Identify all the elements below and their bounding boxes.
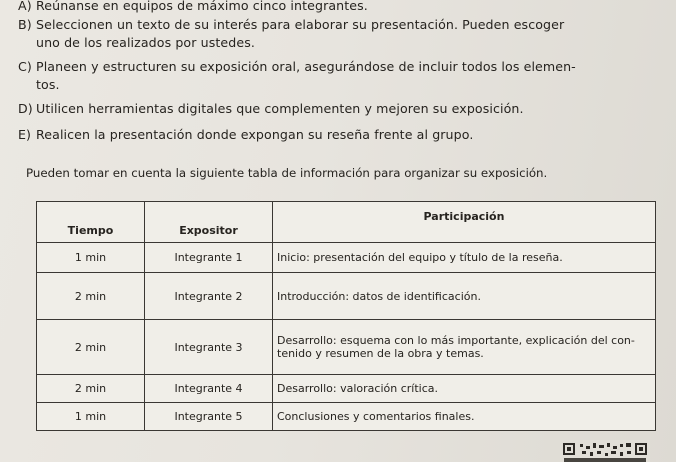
header-tiempo: Tiempo: [37, 202, 145, 243]
cell-participacion: Inicio: presentación del equipo y título de la reseña.: [273, 243, 656, 273]
cell-expositor: Integrante 3: [145, 320, 273, 375]
table-row: [37, 243, 656, 273]
cell-tiempo: 2 min: [37, 273, 145, 320]
cell-participacion: Conclusiones y comentarios finales.: [273, 403, 656, 431]
item-text: Utilicen herramientas digitales que complementen y mejoren su exposición.: [36, 101, 524, 116]
header-participacion: Participación: [273, 202, 656, 243]
item-text: Seleccionen un texto de su interés para elaborar su presentación. Pueden escoger: [36, 17, 565, 32]
instruction-item-e: [18, 126, 658, 144]
item-text-continuation: tos.: [36, 77, 60, 92]
instruction-item-a: [18, 0, 658, 15]
cell-tiempo: 2 min: [37, 375, 145, 403]
cell-expositor: Integrante 1: [145, 243, 273, 273]
cell-tiempo: 1 min: [37, 403, 145, 431]
table-row: [37, 273, 656, 320]
cell-expositor: Integrante 4: [145, 375, 273, 403]
table-header-row: [37, 202, 656, 243]
cell-tiempo: 1 min: [37, 243, 145, 273]
item-letter: D): [18, 101, 33, 116]
table-row: [37, 403, 656, 431]
cell-participacion: Desarrollo: valoración crítica.: [273, 375, 656, 403]
cell-expositor: Integrante 5: [145, 403, 273, 431]
qr-code-icon: [560, 432, 650, 462]
item-letter: C): [18, 59, 32, 74]
table-intro-text: Pueden tomar en cuenta la siguiente tabla de información para organizar su exposición.: [26, 166, 548, 180]
item-text: Realicen la presentación donde expongan su reseña frente al grupo.: [36, 127, 474, 142]
table-row: [37, 320, 656, 375]
cell-participacion: Desarrollo: esquema con lo más importante, explicación del con- tenido y resumen de la obra y temas.: [273, 320, 656, 375]
exposition-plan-table: [36, 201, 656, 431]
instruction-item-b: [18, 16, 658, 52]
cell-participacion: Introducción: datos de identificación.: [273, 273, 656, 320]
item-text-continuation: uno de los realizados por ustedes.: [36, 35, 255, 50]
cell-tiempo: 2 min: [37, 320, 145, 375]
item-letter: A): [18, 0, 32, 13]
item-letter: E): [18, 127, 32, 142]
cell-expositor: Integrante 2: [145, 273, 273, 320]
header-expositor: Expositor: [145, 202, 273, 243]
item-letter: B): [18, 17, 32, 32]
instruction-item-c: [18, 58, 658, 94]
table-row: [37, 375, 656, 403]
item-text: Planeen y estructuren su exposición oral, asegurándose de incluir todos los elemen-: [36, 59, 576, 74]
item-text: Reúnanse en equipos de máximo cinco integrantes.: [36, 0, 368, 13]
instruction-item-d: [18, 100, 658, 118]
